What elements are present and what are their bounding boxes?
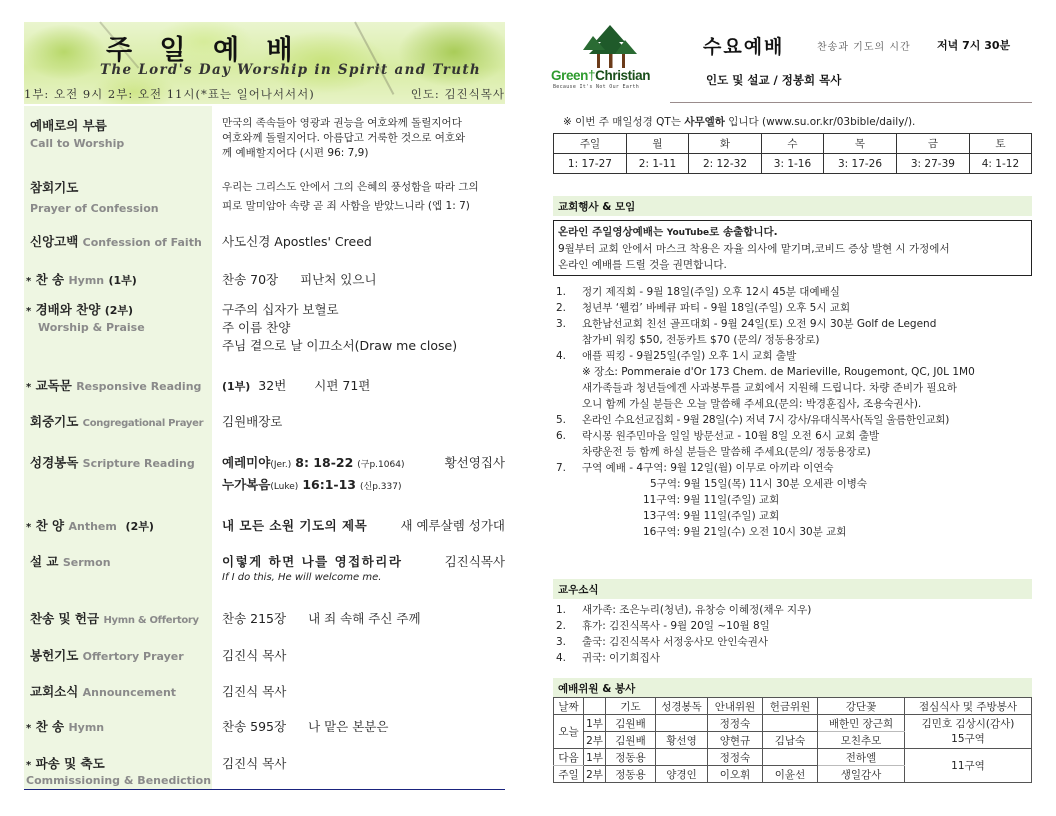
item-number: 4. <box>556 350 567 362</box>
standing-star: * <box>26 723 32 734</box>
page-ref: (신p.337) <box>359 482 402 492</box>
usher-cell: 이오휘 <box>708 766 763 783</box>
passage-cell: 3: 27-39 <box>896 154 969 174</box>
service-part: (1부) <box>222 380 251 393</box>
event-subtext: 11구역: 9월 11일(주일) 교회 <box>643 494 780 506</box>
part-cell: 2부 <box>584 732 606 749</box>
usher-cell: 양현규 <box>708 732 763 749</box>
header-rule <box>670 102 1032 103</box>
song-line: 주님 곁으로 날 이끄소서(Draw me close) <box>222 338 458 353</box>
passage-cell: 2: 12-32 <box>689 154 762 174</box>
member-item <box>556 618 811 634</box>
event-item <box>556 460 1032 540</box>
label-ko: 설 교 <box>30 554 59 569</box>
logo-christian: Christian <box>595 68 651 83</box>
members-list <box>556 602 811 666</box>
qt-book: 사무엘하 <box>684 116 725 128</box>
logo-green: Green <box>551 68 589 83</box>
col-header: 헌금위원 <box>763 698 818 715</box>
sunday-leader: 인도: 김진식목사 <box>410 87 505 101</box>
lunch-text: 김민호 김상시(감사) <box>921 717 1015 730</box>
roster-row-next-1 <box>554 749 1032 766</box>
member-item <box>556 650 811 666</box>
verse-ref: 16:1-13 <box>302 477 356 492</box>
hymn-title: 나 맡은 본분은 <box>308 719 389 734</box>
col-header: 강단꽃 <box>818 698 905 715</box>
day-cell: 화 <box>689 134 762 154</box>
label-ko: 참회기도 <box>30 180 79 195</box>
order-value: 김진식 목사 <box>222 684 287 699</box>
reader: 황선영집사 <box>444 455 505 470</box>
item-number: 5. <box>556 414 567 426</box>
passage-cell: 4: 1-12 <box>969 154 1031 174</box>
item-number: 1. <box>556 286 567 298</box>
col-header: 안내위원 <box>708 698 763 715</box>
label-ko: 파송 및 축도 <box>35 756 105 771</box>
flowers-cell: 모친추모 <box>818 732 905 749</box>
event-text: 애플 픽킹 - 9월25일(주일) 오후 1시 교회 출발 <box>582 350 797 362</box>
qt-schedule-table <box>553 133 1032 174</box>
item-number: 2. <box>556 620 567 632</box>
date-cell: 다음 <box>554 749 584 766</box>
standing-star: * <box>26 522 32 533</box>
col-header: 날짜 <box>554 698 584 715</box>
passage-cell: 3: 1-16 <box>761 154 823 174</box>
col-header: 기도 <box>606 698 656 715</box>
reading-1 <box>222 453 505 471</box>
roster-header <box>554 698 1032 715</box>
event-text: 구역 예배 - 4구역: 9월 12일(월) 이무로 아끼라 이연숙 <box>582 462 834 474</box>
label-paren: (2부) <box>125 520 154 533</box>
event-item <box>556 428 1032 460</box>
event-text: 락시몽 원주민마을 일일 방문선교 - 10월 8일 오전 6시 교회 출발 <box>582 430 880 442</box>
standing-star: * <box>26 276 32 287</box>
label-en: Offertory Prayer <box>82 650 184 663</box>
label-en: Worship & Praise <box>38 321 145 334</box>
label-en: Call to Worship <box>30 137 125 150</box>
qt-notice <box>563 114 915 129</box>
label-ko: 교회소식 <box>30 684 79 699</box>
label-ko: 교독문 <box>35 378 72 393</box>
wednesday-title: 수요예배 <box>703 36 785 58</box>
label-en: Sermon <box>62 556 111 569</box>
event-subtext: 5구역: 9월 15일(목) 11시 30분 오세관 이병숙 <box>650 478 868 490</box>
book-en: (Jer.) <box>270 460 292 470</box>
label-en: Announcement <box>82 686 177 699</box>
reading-psalm: 시편 71편 <box>314 378 371 393</box>
label-ko: 예배로의 부름 <box>30 118 107 133</box>
col-header: 성경봉독 <box>656 698 708 715</box>
song-line: 주 이름 찬양 <box>222 320 291 335</box>
standing-star: * <box>26 760 32 771</box>
label-ko: 경배와 찬양 <box>35 302 101 317</box>
roster-row-today-1 <box>554 715 1032 732</box>
passage-cell: 2: 1-11 <box>626 154 688 174</box>
book-en: (Luke) <box>270 482 299 492</box>
event-item <box>556 412 1032 428</box>
online-worship-notice <box>553 220 1032 276</box>
part-cell: 2부 <box>584 766 606 783</box>
label-ko: 찬 양 <box>35 518 65 533</box>
green-christian-logo <box>551 24 666 94</box>
logo-wordmark <box>551 68 650 83</box>
events-list <box>556 284 1032 540</box>
date-cell: 오늘 <box>554 715 584 749</box>
reading-cell <box>656 715 708 732</box>
text-line: 여호와께 돌릴지어다. 아름답고 거룩한 것으로 여호와 <box>222 132 466 144</box>
service-roster-table <box>553 697 1032 783</box>
standing-star: * <box>26 306 32 317</box>
flowers-cell: 전하엘 <box>818 749 905 766</box>
member-text: 새가족: 조은누리(청년), 유창승 이혜정(채우 지우) <box>582 604 812 616</box>
member-item <box>556 634 811 650</box>
hymn-title: 피난처 있으니 <box>300 272 377 287</box>
notice-text: 온라인 주일영상예배는 <box>558 226 667 238</box>
col-header <box>584 698 606 715</box>
anthem-title: 내 모든 소원 기도의 제목 <box>222 518 368 533</box>
item-number: 7. <box>556 462 567 474</box>
flowers-cell: 배한민 장근희 <box>818 715 905 732</box>
order-value: 김원배장로 <box>222 414 283 429</box>
sunday-subtitle: The Lord's Day Worship in Spirit and Truth <box>100 62 481 78</box>
events-heading: 교회행사 & 모임 <box>553 196 1032 216</box>
item-number: 4. <box>556 652 567 664</box>
members-heading: 교우소식 <box>553 579 1032 599</box>
event-item <box>556 316 1032 348</box>
part-cell: 1부 <box>584 715 606 732</box>
passage-cell: 3: 17-26 <box>824 154 897 174</box>
offering-cell <box>763 749 818 766</box>
offering-cell <box>763 715 818 732</box>
bottom-rule <box>24 789 505 790</box>
flowers-cell: 생일감사 <box>818 766 905 783</box>
label-en: Hymn & Offertory <box>103 615 199 626</box>
text-line: 만국의 족속들아 영광과 권능을 여호와께 돌릴지어다 <box>222 117 462 129</box>
label-en: Congregational Prayer <box>82 418 204 429</box>
label-en: Prayer of Confession <box>30 202 159 215</box>
event-item <box>556 300 1032 316</box>
cross-icon: † <box>588 68 596 83</box>
passage-cell: 1: 17-27 <box>554 154 627 174</box>
item-number: 6. <box>556 430 567 442</box>
notice-line: 온라인 예배를 드릴 것을 권면합니다. <box>558 259 727 271</box>
event-text: 온라인 수요선교집회 - 9월 28일(수) 저녁 7시 강사/유대식목사(독일 울름한인교회) <box>582 414 950 426</box>
label-ko: 성경봉독 <box>30 455 79 470</box>
member-text: 귀국: 이기희집사 <box>582 652 660 664</box>
prayer-cell: 정동용 <box>606 749 656 766</box>
service-times <box>24 86 505 102</box>
hymn-number: 찬송 215장 <box>222 611 287 626</box>
day-cell: 월 <box>626 134 688 154</box>
book: 누가복음 <box>222 477 271 492</box>
day-cell: 토 <box>969 134 1031 154</box>
qt-passages-row <box>554 154 1032 174</box>
reading-number: 32번 <box>258 378 287 393</box>
label-paren: (1부) <box>108 274 137 287</box>
notice-line: 9월부터 교회 안에서 마스크 착용은 자율 의사에 맡기며,코비드 증상 발현 시 가정에서 <box>558 243 950 255</box>
event-item <box>556 284 1032 300</box>
label-en: Scripture Reading <box>82 457 195 470</box>
part-cell: 1부 <box>584 749 606 766</box>
preacher: 김진식목사 <box>444 554 505 569</box>
qt-prefix: ※ 이번 주 매일성경 QT는 <box>563 116 685 128</box>
usher-cell: 정정숙 <box>708 715 763 732</box>
label-paren: (2부) <box>104 304 134 317</box>
event-text: 새가족들과 청년들에겐 사과봉투를 교회에서 지원해 드립니다. 차량 준비가 필요하 <box>582 382 957 394</box>
service-times-text: 1부: 오전 9시 2부: 오전 11시(*표는 일어나서서서) <box>24 87 315 101</box>
reading-cell: 황선영 <box>656 732 708 749</box>
event-text: 청년부 ‘웰컴’ 바베큐 파티 - 9월 18일(주일) 오후 5시 교회 <box>582 302 851 314</box>
col-header: 점심식사 및 주방봉사 <box>905 698 1032 715</box>
label-ko: 봉헌기도 <box>30 648 79 663</box>
member-text: 휴가: 김진식목사 - 9월 20일 ~10월 8일 <box>582 620 770 632</box>
standing-star: * <box>26 382 32 393</box>
order-value: 김진식 목사 <box>222 756 287 771</box>
event-text: 정기 제직회 - 9월 18일(주일) 오후 12시 45분 대예배실 <box>582 286 840 298</box>
order-value: 사도신경 Apostles' Creed <box>222 234 372 249</box>
sermon-title-en: If I do this, He will welcome me. <box>222 572 382 583</box>
sunday-banner <box>24 22 505 104</box>
item-number: 3. <box>556 318 567 330</box>
text-line: 우리는 그리스도 안에서 그의 은혜의 풍성함을 따라 그의 <box>222 181 479 193</box>
order-value: 김진식 목사 <box>222 648 287 663</box>
sunday-worship-page <box>24 22 505 792</box>
member-item <box>556 602 811 618</box>
event-subtext: 16구역: 9월 21일(수) 오전 10시 30분 교회 <box>643 526 847 538</box>
label-en: Hymn <box>68 274 105 287</box>
wednesday-subtitle: 찬송과 기도의 시간 <box>817 42 911 53</box>
sunday-title: 주 일 예 배 <box>106 35 302 66</box>
label-ko: 찬 송 <box>35 719 65 734</box>
day-cell: 수 <box>761 134 823 154</box>
label-ko: 신앙고백 <box>30 234 79 249</box>
lunch-text: 15구역 <box>951 732 985 745</box>
hymn-number: 찬송 595장 <box>222 719 287 734</box>
choir: 새 예루살렘 성가대 <box>400 518 505 533</box>
prayer-cell: 김원배 <box>606 715 656 732</box>
label-en: Commissioning & Benediction <box>26 774 212 787</box>
lunch-cell <box>905 715 1032 749</box>
event-item <box>556 348 1032 412</box>
event-text: ※ 장소: Pommeraie d'Or 173 Chem. de Marieville, Rougemont, QC, J0L 1M0 <box>582 366 975 378</box>
text-line: 피로 말미암아 속량 곧 죄 사함을 받았느니라 (엡 1: 7) <box>222 200 470 212</box>
song-line: 구주의 십자가 보혈로 <box>222 302 339 317</box>
wednesday-time: 저녁 7시 30분 <box>937 39 1011 52</box>
event-subtext: 13구역: 9월 11일(주일) 교회 <box>643 510 780 522</box>
hymn-number: 찬송 70장 <box>222 272 279 287</box>
order-of-worship <box>24 106 505 790</box>
item-number: 2. <box>556 302 567 314</box>
day-cell: 목 <box>824 134 897 154</box>
wednesday-news-page <box>551 22 1032 792</box>
member-text: 출국: 김진식목사 서정웅사모 안인숙권사 <box>582 636 768 648</box>
tree-icon <box>579 24 639 70</box>
item-number: 3. <box>556 636 567 648</box>
offering-cell: 김남숙 <box>763 732 818 749</box>
text-line: 께 예배할지어다 (시편 96: 7,9) <box>222 147 369 159</box>
label-en: Confession of Faith <box>82 236 202 249</box>
hymn-title: 내 죄 속해 주신 주께 <box>308 611 421 626</box>
service-heading: 예배위원 & 봉사 <box>553 678 1032 697</box>
label-en: Responsive Reading <box>76 380 202 393</box>
label-en: Hymn <box>68 721 105 734</box>
usher-cell: 정정숙 <box>708 749 763 766</box>
item-number: 1. <box>556 604 567 616</box>
label-en: Anthem <box>68 520 117 533</box>
logo-tagline: Because It's Not Our Earth <box>553 84 640 90</box>
reading-cell: 양경인 <box>656 766 708 783</box>
event-text: 참가비 워킹 $50, 전동카트 $70 (문의/ 정동용장로) <box>582 334 820 346</box>
wednesday-leader: 인도 및 설교 / 정봉희 목사 <box>706 73 842 87</box>
reading-2 <box>222 475 505 493</box>
event-text: 차량운전 등 함께 하실 분들은 말씀해 주세요(문의/ 정동용장로) <box>582 446 871 458</box>
day-cell: 주일 <box>554 134 627 154</box>
reading-cell <box>656 749 708 766</box>
branch-decoration <box>354 22 394 95</box>
lunch-cell: 11구역 <box>905 749 1032 783</box>
offering-cell: 이윤선 <box>763 766 818 783</box>
verse-ref: 8: 18-22 <box>295 455 354 470</box>
page-ref: (구p.1064) <box>357 460 405 470</box>
notice-headline <box>558 224 1027 241</box>
label-ko: 찬 송 <box>35 272 65 287</box>
label-ko: 회중기도 <box>30 414 79 429</box>
label-ko: 찬송 및 헌금 <box>30 611 100 626</box>
date-cell: 주일 <box>554 766 584 783</box>
prayer-cell: 김원배 <box>606 732 656 749</box>
sermon-title: 이렇게 하면 나를 영접하리라 <box>222 554 403 569</box>
prayer-cell: 정동용 <box>606 766 656 783</box>
qt-days-row <box>554 134 1032 154</box>
youtube-label: YouTube <box>666 228 710 238</box>
book: 예레미야 <box>222 455 271 470</box>
event-text: 요한남선교회 친선 골프대회 - 9월 24일(토) 오전 9시 30분 Golf de Legend <box>582 318 937 330</box>
event-text: 오니 함께 가실 분들은 오늘 말씀해 주세요(문의: 박경훈집사, 조용숙권사). <box>582 398 922 410</box>
qt-suffix: 입니다 (www.su.or.kr/03bible/daily/). <box>724 116 916 128</box>
day-cell: 금 <box>896 134 969 154</box>
notice-text: 로 송출합니다. <box>709 226 778 238</box>
